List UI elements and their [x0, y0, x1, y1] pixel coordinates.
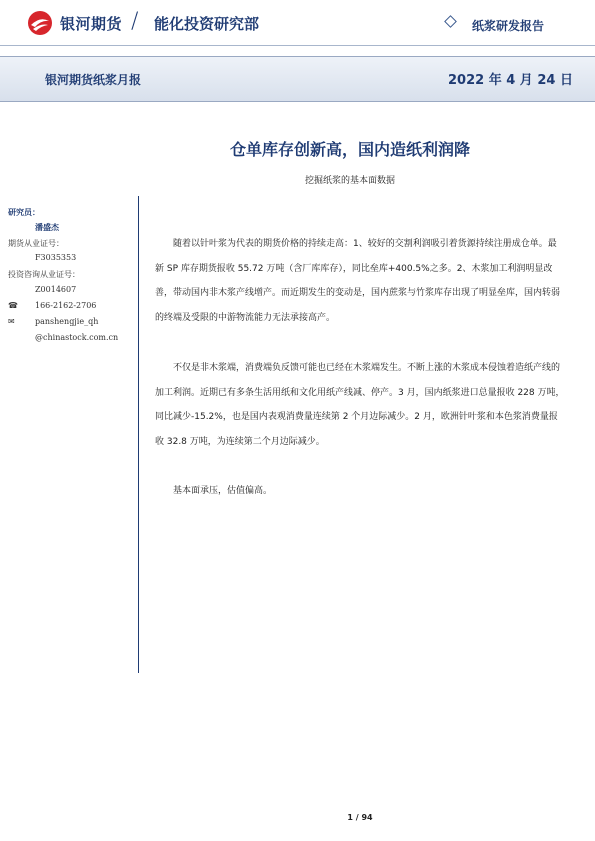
- header-separator: /: [131, 9, 139, 34]
- futures-cert-number: F3035353: [35, 253, 77, 262]
- phone-number: 166-2162-2706: [35, 301, 97, 310]
- email-row: [8, 317, 98, 326]
- phone-icon: ☎: [8, 301, 18, 310]
- sidebar-divider: [138, 196, 139, 673]
- report-type: 纸浆研发报告: [472, 19, 545, 33]
- body-paragraph: 基本面承压，估值偏高。: [173, 486, 273, 496]
- diamond-bullet-icon: [444, 15, 457, 28]
- article-subtitle: 挖掘纸浆的基本面数据: [304, 176, 395, 186]
- report-band: [0, 56, 595, 102]
- email-line-2: @chinastock.com.cn: [35, 333, 119, 342]
- galaxy-logo-icon: [27, 10, 53, 36]
- page-number: 1 / 94: [347, 813, 373, 822]
- body-paragraph: 随着以针叶浆为代表的期货价格的持续走高：1、较好的交割利润吸引着货源持续注册成仓单。最新 SP 库存期货报收 55.72 万吨（含厂库库存），同比垒库+400.5%之多。2、木浆加工利润明显改善，带动国内非木浆产线增产。而近期发生的变动是，国内蔗浆与竹浆库存出现了明显垒库，国内转弱的终端及受限的中游物流能力无法承接高产。: [155, 239, 561, 323]
- page-header: [0, 0, 595, 46]
- company-name: 银河期货: [60, 15, 123, 33]
- email-icon: ✉: [8, 317, 15, 326]
- header-divider: [0, 45, 595, 46]
- body-paragraph: 不仅是非木浆端，消费端负反馈可能也已经在木浆端发生。不断上涨的木浆成本侵蚀着造纸产线的加工利润。近期已有多条生活用纸和文化用纸产线减、停产。3 月，国内纸浆进口总量报收 228 万吨，同比减少-15.2%，也是国内表观消费量连续第 2 个月边际减少。2 月，欧洲针叶浆和本色浆消费量报收 32.8 万吨，为连续第二个月边际减少。: [155, 363, 565, 447]
- email-line-1: panshengjie_qh: [35, 317, 99, 326]
- invest-cert-number: Z0014607: [35, 285, 77, 294]
- phone-row: [8, 301, 96, 310]
- researcher-name: 潘盛杰: [35, 222, 59, 232]
- invest-cert-label: 投资咨询从业证号：: [8, 270, 80, 279]
- researcher-label: 研究员：: [8, 207, 40, 217]
- report-series-title: 银河期货纸浆月报: [45, 73, 142, 87]
- department-name: 能化投资研究部: [154, 15, 260, 33]
- futures-cert-label: 期货从业证号：: [8, 239, 64, 248]
- report-date: 2022 年 4 月 24 日: [448, 73, 573, 88]
- article-title: 仓单库存创新高，国内造纸利润降: [229, 140, 470, 159]
